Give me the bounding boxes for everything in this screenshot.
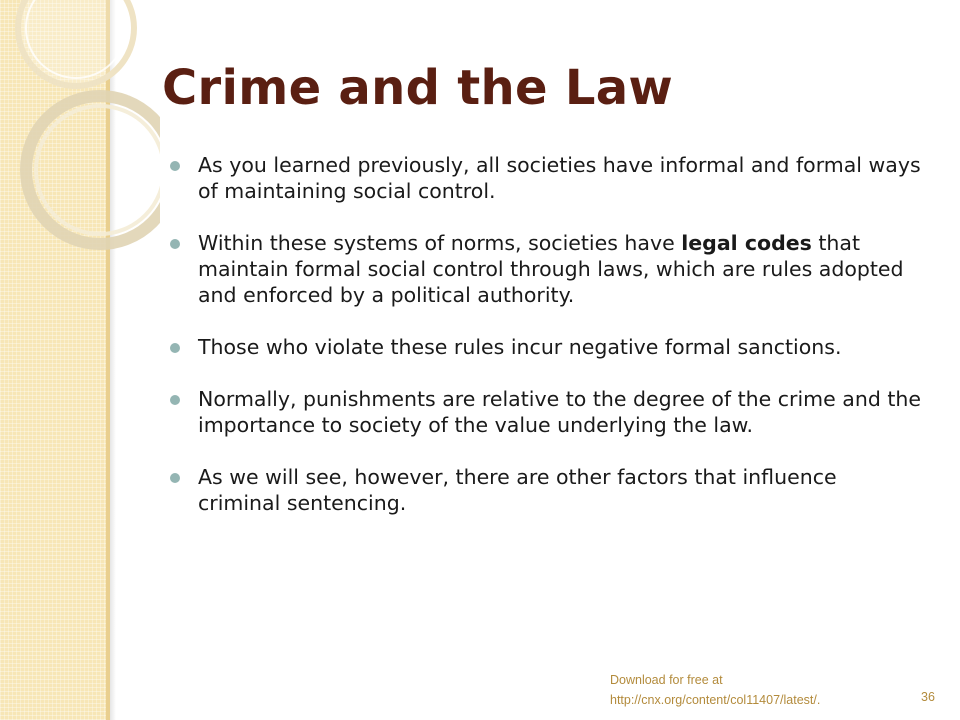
bullet-dot-icon bbox=[170, 343, 180, 353]
slide-title: Crime and the Law bbox=[162, 60, 674, 116]
bullet-text: As you learned previously, all societies have informal and formal ways of maintaining social control. bbox=[198, 153, 921, 203]
bullet-dot-icon bbox=[170, 161, 180, 171]
bullet-item bbox=[162, 152, 922, 204]
bullet-text-before: Within these systems of norms, societies have bbox=[198, 231, 682, 255]
bullet-text: Normally, punishments are relative to the degree of the crime and the importance to society of the value underlying the law. bbox=[198, 387, 921, 437]
bullet-dot-icon bbox=[170, 473, 180, 483]
bullet-list bbox=[162, 152, 922, 542]
footer-line-2: http://cnx.org/content/col11407/latest/. bbox=[610, 693, 821, 707]
bullet-dot-icon bbox=[170, 239, 180, 249]
footer-attribution bbox=[610, 670, 820, 710]
bullet-item bbox=[162, 386, 922, 438]
page-number: 36 bbox=[921, 690, 935, 704]
decorative-circles-icon bbox=[0, 0, 160, 300]
bullet-item bbox=[162, 230, 922, 308]
bullet-text-after: that maintain formal social control through laws, which are rules adopted and enforced by a political authority. bbox=[198, 231, 904, 307]
bullet-item bbox=[162, 334, 922, 360]
bullet-bold-term: legal codes bbox=[681, 231, 812, 255]
bullet-text: Those who violate these rules incur negative formal sanctions. bbox=[198, 335, 842, 359]
bullet-text: As we will see, however, there are other factors that influence criminal sentencing. bbox=[198, 465, 837, 515]
footer-line-1: Download for free at bbox=[610, 673, 723, 687]
bullet-dot-icon bbox=[170, 395, 180, 405]
bullet-item bbox=[162, 464, 922, 516]
